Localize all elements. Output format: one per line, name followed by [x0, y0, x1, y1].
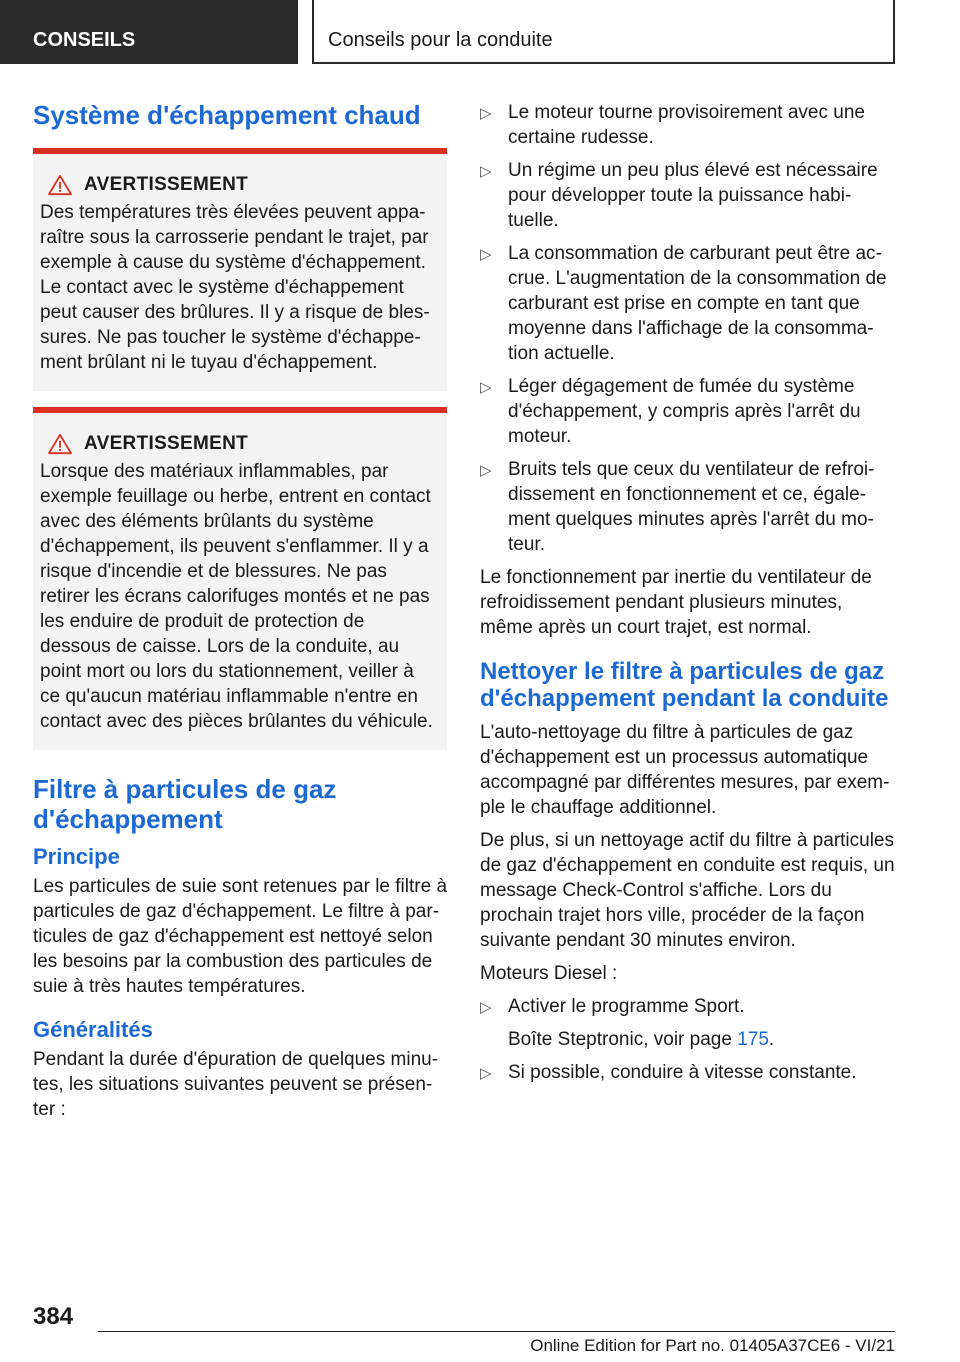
- page-link[interactable]: 175: [737, 1029, 769, 1050]
- footer-divider: [98, 1331, 895, 1332]
- list-item-text: Un régime un peu plus élevé est nécessaire pour développer toute la puissance habituelle.: [508, 160, 878, 231]
- footer-edition: Online Edition for Part no. 01405A37CE6 - VI/21: [530, 1336, 895, 1355]
- list-item-text: Léger dégagement de fumée du système d'échappement, y compris après l'arrêt du moteur.: [508, 376, 861, 447]
- warning-header: [40, 433, 439, 455]
- bullet-triangle-icon: ▷: [480, 462, 492, 479]
- list-item: [480, 374, 895, 449]
- page-number: 384: [33, 1303, 74, 1330]
- warning-triangle-icon: [46, 174, 74, 196]
- steptronic-end: .: [768, 1029, 775, 1050]
- list-item: [480, 457, 895, 557]
- left-column: [33, 100, 447, 1130]
- right-column: [480, 100, 895, 1093]
- list-item: [480, 100, 895, 150]
- chapter-tab: [0, 0, 298, 64]
- warning-triangle-icon: [46, 433, 74, 455]
- chapter-tab-label: CONSEILS: [33, 29, 136, 51]
- list-item-text: Activer le programme Sport.: [508, 996, 745, 1017]
- section-header: [312, 0, 895, 64]
- bullet-triangle-icon: ▷: [480, 163, 492, 180]
- warning-title: AVERTISSEMENT: [84, 174, 249, 195]
- list-item-text: Bruits tels que ceux du ventilateur de refroidissement en fonctionnement et ce, également quelques minutes après l'arrêt du moteur.: [508, 459, 875, 555]
- bullet-triangle-icon: ▷: [480, 379, 492, 396]
- list-item: [480, 241, 895, 366]
- list-item: [480, 994, 895, 1019]
- section-title: Conseils pour la conduite: [328, 29, 553, 51]
- bullet-triangle-icon: ▷: [480, 1065, 492, 1082]
- list-item-text: La consommation de carburant peut être accrue. L'augmentation de la consommation de carburant est prise en compte en tant que moyenne dans l'affichage de la consommation actuelle.: [508, 243, 887, 364]
- list-item: [480, 1060, 895, 1085]
- warning-box-fire: [33, 407, 447, 750]
- warning-box-burns: [33, 148, 447, 391]
- general-text: Pendant la durée d'épuration de quelques minutes, les situations suivantes peuvent se présenter :: [33, 1049, 439, 1120]
- warning-header: [40, 174, 439, 196]
- general-title: Généralités: [33, 1017, 153, 1042]
- steptronic-reference: [480, 1027, 895, 1052]
- list-item: [480, 158, 895, 233]
- filter-title: Filtre à particules de gaz d'échappement: [33, 774, 337, 834]
- bullet-triangle-icon: ▷: [480, 999, 492, 1016]
- principle-title: Principe: [33, 844, 120, 869]
- clean-paragraph-1: L'auto-nettoyage du filtre à particules de gaz d'échappement est un processus automatique accompagné par différentes mesures, par exemple le chauffage additionnel.: [480, 722, 890, 818]
- warning-text: Des températures très élevées peuvent apparaître sous la carrosserie pendant le trajet, par exemple à cause du système d'échappement. Le contact avec le système d'échappement peut causer des brûlures. Il y a risque de blessures. Ne pas toucher le système d'échappement brûlant ni le tuyau d'échappement.: [40, 202, 430, 373]
- diesel-label: Moteurs Diesel :: [480, 963, 618, 984]
- list-item-text: Le moteur tourne provisoirement avec une certaine rudesse.: [508, 102, 865, 148]
- warning-title: AVERTISSEMENT: [84, 433, 249, 454]
- warning-text: Lorsque des matériaux inflammables, par exemple feuillage ou herbe, entrent en contact avec des éléments brûlants du système d'échappement, ils peuvent s'enflammer. Il y a risque d'incendie et de blessures. Ne pas retirer les écrans calorifuges montés et ne pas les enduire de produit de protection de dessous de caisse. Lors de la conduite, au point mort ou lors du stationnement, veiller à ce qu'aucun matériau inflammable n'entre en contact avec des pièces brûlantes du véhicule.: [40, 461, 433, 732]
- list-item-text: Si possible, conduire à vitesse constante.: [508, 1062, 857, 1083]
- principle-text: Les particules de suie sont retenues par le filtre à particules de gaz d'échappement. Le filtre à particules de gaz d'échappement est nettoyé selon les besoins par la combustion des particules de suie à très hautes températures.: [33, 876, 448, 997]
- steptronic-text: Boîte Steptronic, voir page: [508, 1029, 738, 1050]
- bullet-triangle-icon: ▷: [480, 246, 492, 263]
- bullet-triangle-icon: ▷: [480, 105, 492, 122]
- clean-paragraph-2: De plus, si un nettoyage actif du filtre à particules de gaz d'échappement en conduite est requis, un message Check-Control s'affiche. Lors du prochain trajet hors ville, procéder de la façon suivante pendant 30 minutes environ.: [480, 830, 895, 951]
- fan-text: Le fonctionnement par inertie du ventilateur de refroidissement pendant plusieurs minutes, même après un court trajet, est normal.: [480, 567, 872, 638]
- clean-filter-title: Nettoyer le filtre à particules de gaz d'échappement pendant la conduite: [480, 658, 889, 712]
- hot-exhaust-title: Système d'échappement chaud: [33, 100, 421, 130]
